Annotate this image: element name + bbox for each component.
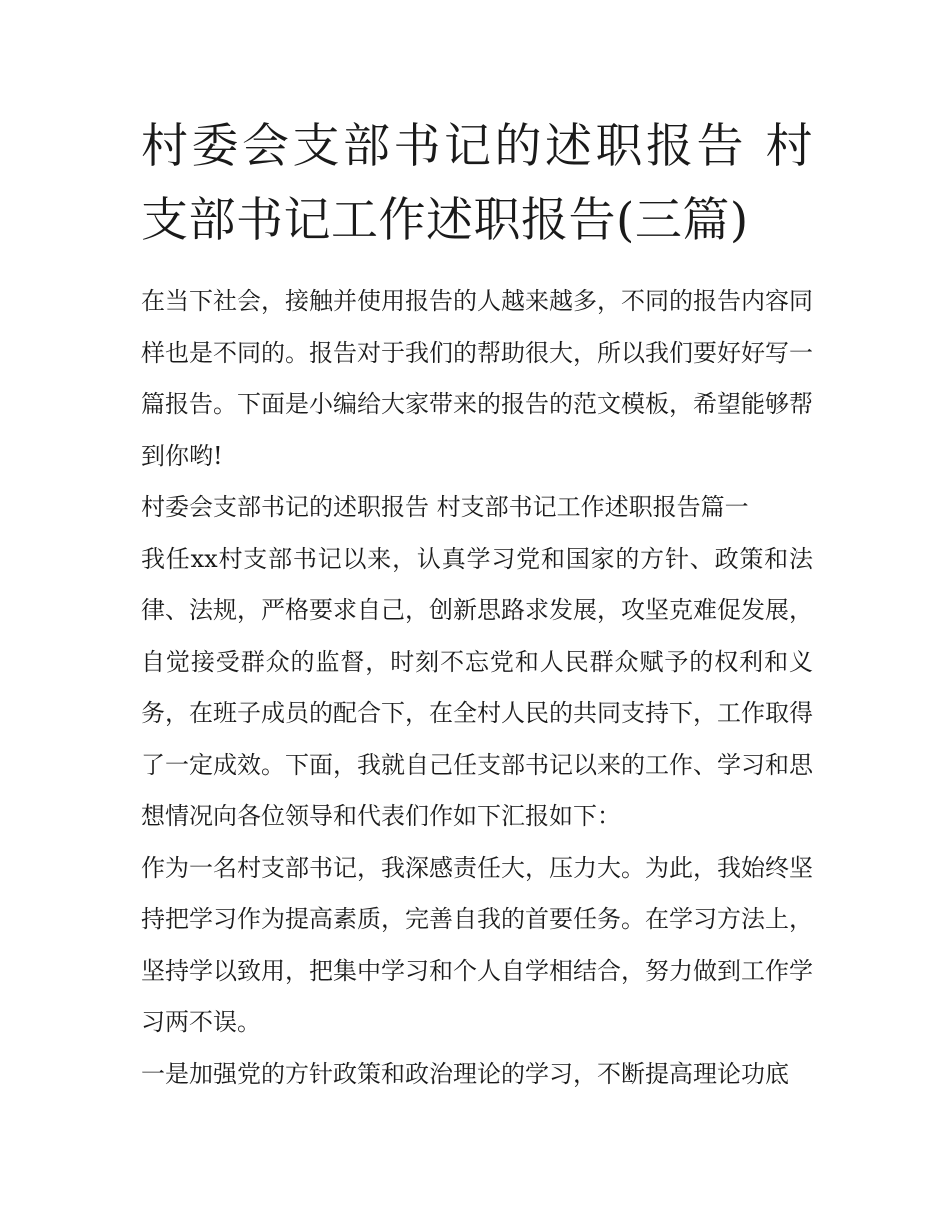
body-paragraph: 作为一名村支部书记，我深感责任大，压力大。为此，我始终坚持把学习作为提高素质，完善自我的首要任务。在学习方法上，坚持学以致用，把集中学习和个人自学相结合，努力做到工作学习两不误。 — [141, 853, 813, 1036]
body-paragraph: 我任xx村支部书记以来，认真学习党和国家的方针、政策和法律、法规，严格要求自己，创新思路求发展，攻坚克难促发展，自觉接受群众的监督，时刻不忘党和人民群众赋予的权利和义务，在班子成员的配合下，在全村人民的共同支持下，工作取得了一定成效。下面，我就自己任支部书记以来的工作、学习和思想情况向各位领导和代表们作如下汇报如下： — [141, 544, 813, 830]
section-heading: 村委会支部书记的述职报告 村支部书记工作述职报告篇一 — [141, 493, 749, 521]
document-title: 村委会支部书记的述职报告 村支部书记工作述职报告(三篇) — [141, 119, 813, 248]
document-body — [141, 110, 813, 1100]
body-paragraph: 一是加强党的方针政策和政治理论的学习，不断提高理论功底 — [141, 1059, 789, 1088]
intro-paragraph: 在当下社会，接触并使用报告的人越来越多，不同的报告内容同样也是不同的。报告对于我们的帮助很大，所以我们要好好写一篇报告。下面是小编给大家带来的报告的范文模板，希望能够帮到你哟! — [141, 287, 813, 470]
